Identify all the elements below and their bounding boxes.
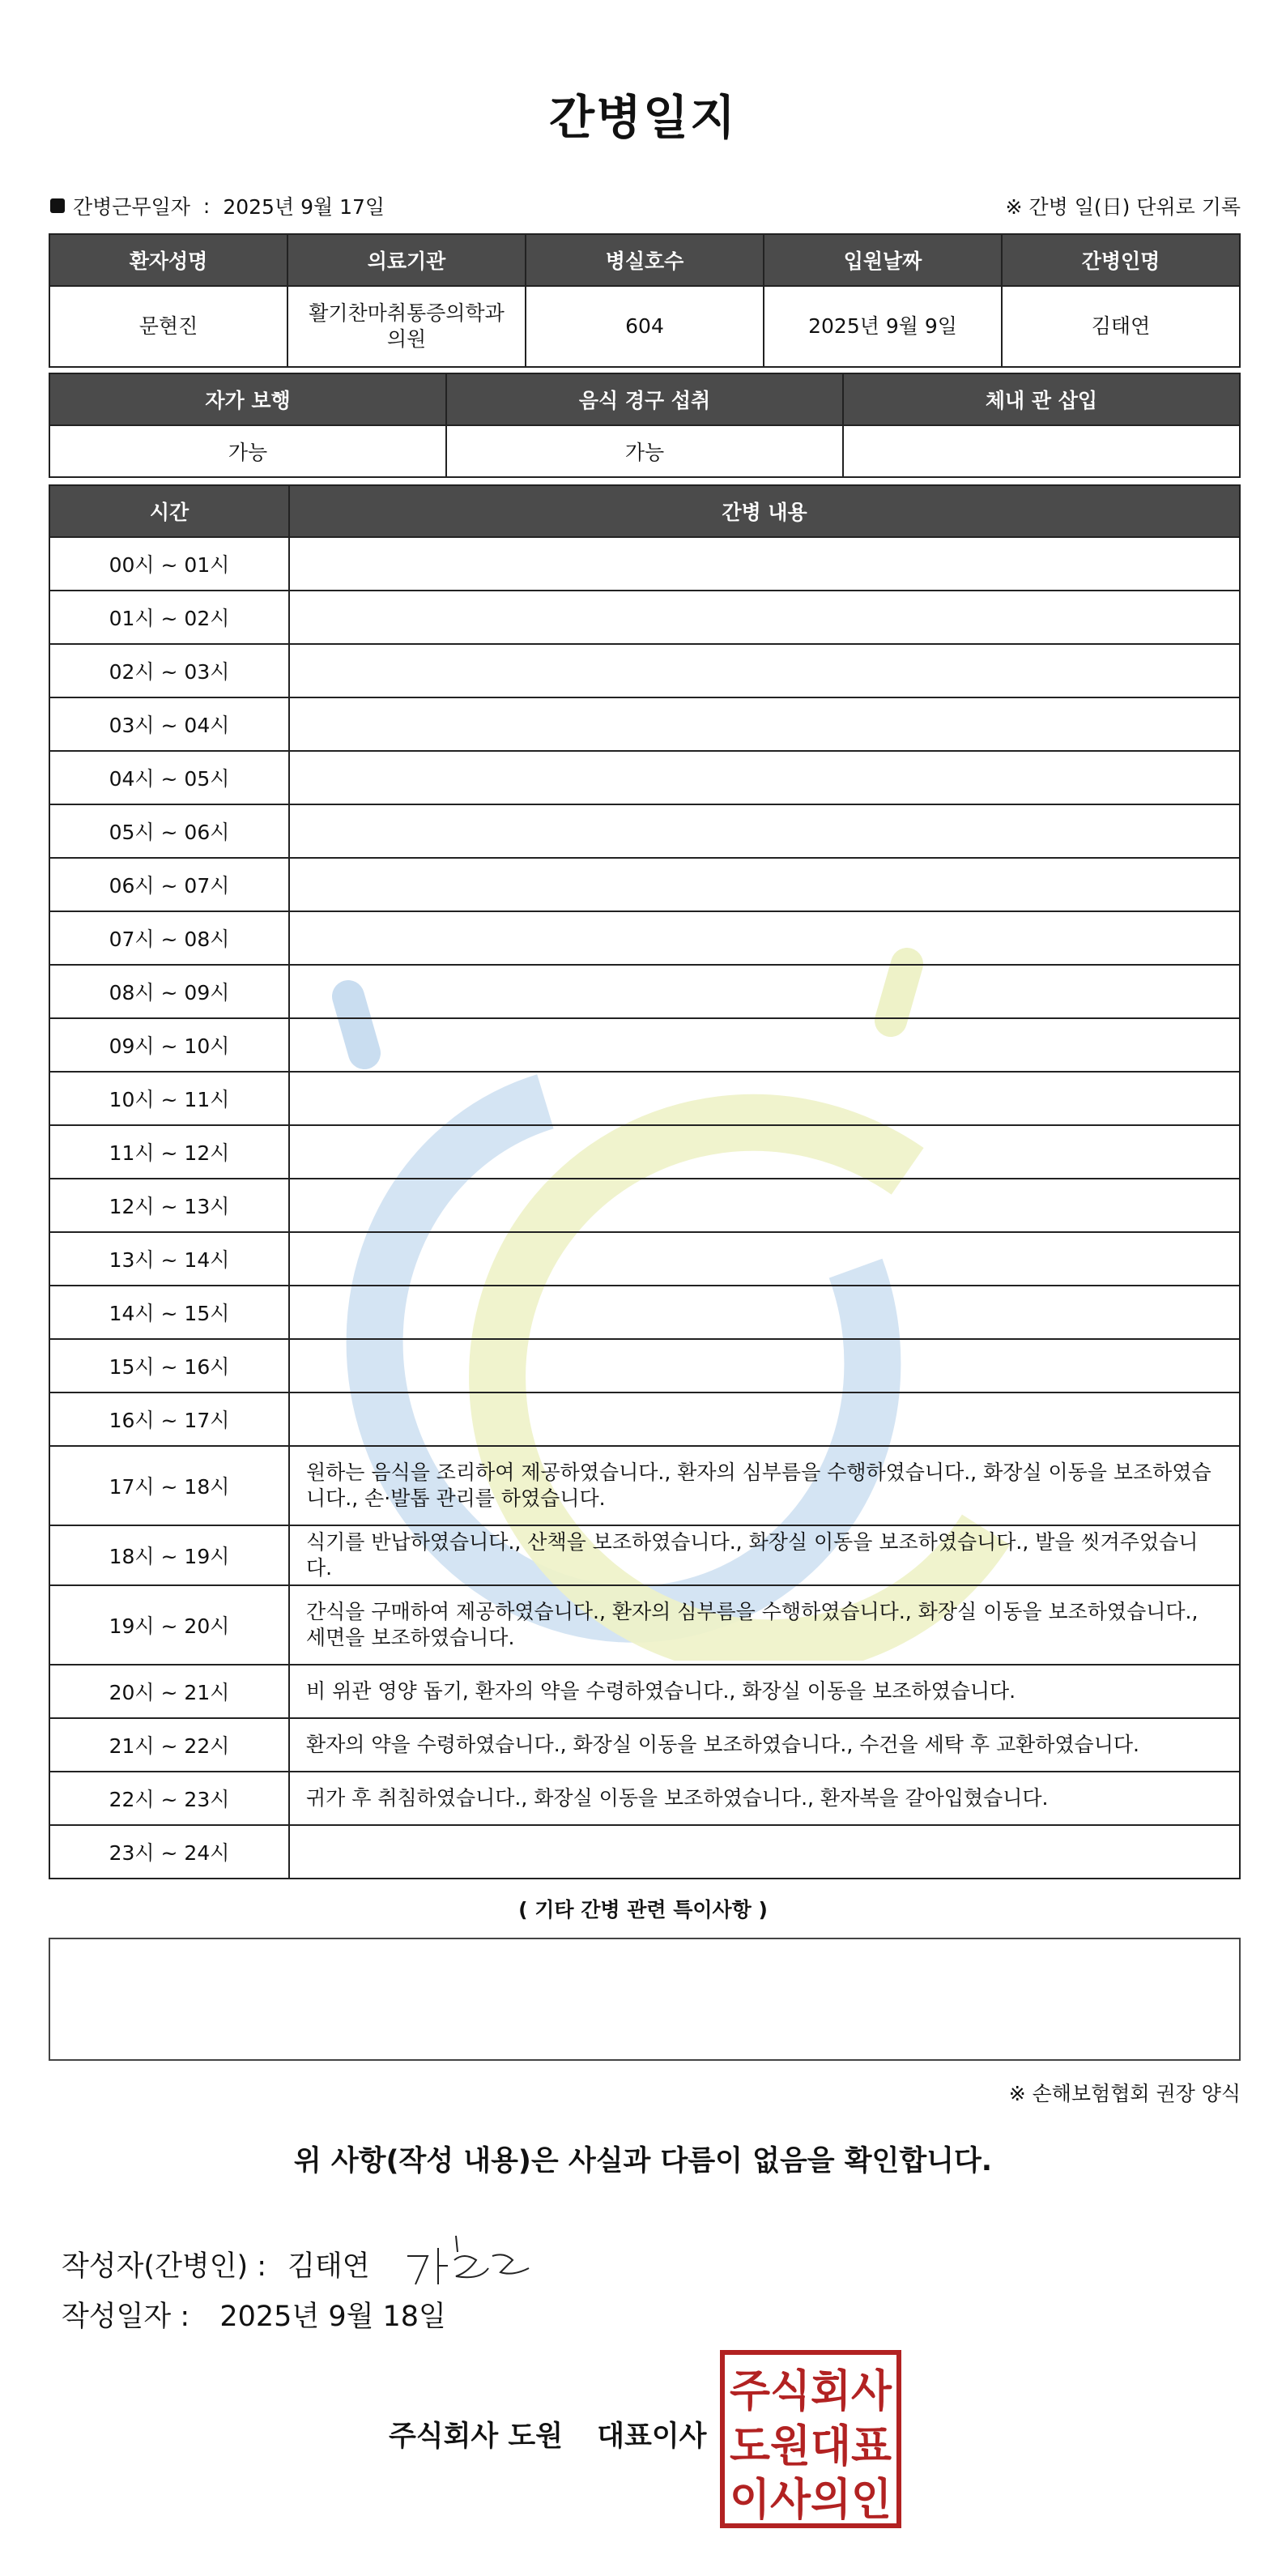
log-row xyxy=(49,858,1240,911)
self-walking-value: 가능 xyxy=(49,425,446,477)
log-time: 08시 ~ 09시 xyxy=(49,965,289,1018)
seal-text-line: 주식회사 xyxy=(730,2365,892,2416)
log-content: 원하는 음식을 조리하여 제공하였습니다., 환자의 심부름을 수행하였습니다., 화장실 이동을 보조하였습니다., 손·발톱 관리를 하였습니다. xyxy=(289,1446,1240,1525)
log-row xyxy=(49,1392,1240,1446)
log-time: 12시 ~ 13시 xyxy=(49,1179,289,1232)
log-time: 10시 ~ 11시 xyxy=(49,1072,289,1125)
log-row xyxy=(49,1179,1240,1232)
written-date-label: 작성일자 : xyxy=(62,2301,190,2333)
log-row xyxy=(49,911,1240,965)
log-row xyxy=(49,1825,1240,1879)
log-content xyxy=(289,591,1240,644)
header-room-number: 병실호수 xyxy=(526,234,764,286)
log-time: 03시 ~ 04시 xyxy=(49,697,289,751)
log-time: 11시 ~ 12시 xyxy=(49,1125,289,1179)
representative-title: 대표이사 xyxy=(597,2420,707,2453)
log-time: 13시 ~ 14시 xyxy=(49,1232,289,1286)
patient-status-table xyxy=(49,373,1241,478)
log-content xyxy=(289,804,1240,858)
log-content xyxy=(289,965,1240,1018)
log-row xyxy=(49,1718,1240,1772)
log-row xyxy=(49,1339,1240,1392)
log-content xyxy=(289,644,1240,697)
log-time: 16시 ~ 17시 xyxy=(49,1392,289,1446)
log-time: 19시 ~ 20시 xyxy=(49,1585,289,1665)
special-notes-title: ( 기타 간병 관련 특이사항 ) xyxy=(518,1898,768,1921)
log-content: 비 위관 영양 돕기, 환자의 약을 수령하였습니다., 화장실 이동을 보조하였습니다. xyxy=(289,1665,1240,1718)
log-time: 14시 ~ 15시 xyxy=(49,1286,289,1339)
confirmation-statement: 위 사항(작성 내용)은 사실과 다름이 없음을 확인합니다. xyxy=(293,2145,993,2177)
seal-text-line: 도원대표 xyxy=(730,2420,892,2472)
log-row xyxy=(49,1125,1240,1179)
log-content: 간식을 구매하여 제공하였습니다., 환자의 심부름을 수행하였습니다., 화장실 이동을 보조하였습니다., 세면을 보조하였습니다. xyxy=(289,1585,1240,1665)
signature xyxy=(399,2232,545,2297)
writer-row xyxy=(62,2232,545,2297)
form-source-note: ※ 손해보험협회 권장 양식 xyxy=(1008,2082,1241,2105)
log-content xyxy=(289,1232,1240,1286)
company-signature-line xyxy=(389,2414,706,2454)
header-caregiver-name: 간병인명 xyxy=(1002,234,1240,286)
header-oral-intake: 음식 경구 섭취 xyxy=(446,373,843,425)
log-time: 15시 ~ 16시 xyxy=(49,1339,289,1392)
writer-label: 작성자(간병인) : xyxy=(62,2250,267,2283)
log-row xyxy=(49,751,1240,804)
log-content: 식기를 반납하였습니다., 산책을 보조하였습니다., 화장실 이동을 보조하였습니다., 발을 씻겨주었습니다. xyxy=(289,1525,1240,1585)
log-content xyxy=(289,1125,1240,1179)
admission-date: 2025년 9월 9일 xyxy=(764,286,1002,367)
log-row xyxy=(49,965,1240,1018)
log-time: 18시 ~ 19시 xyxy=(49,1525,289,1585)
work-date xyxy=(50,191,385,220)
log-row xyxy=(49,1446,1240,1525)
medical-institution: 활기찬마취통증의학과의원 xyxy=(287,286,526,367)
log-content xyxy=(289,1339,1240,1392)
header-medical-institution: 의료기관 xyxy=(287,234,526,286)
log-content xyxy=(289,1286,1240,1339)
log-row xyxy=(49,697,1240,751)
caregiver-name: 김태연 xyxy=(1002,286,1240,367)
log-content: 귀가 후 취침하였습니다., 화장실 이동을 보조하였습니다., 환자복을 갈아입혔습니다. xyxy=(289,1772,1240,1825)
log-content: 환자의 약을 수령하였습니다., 화장실 이동을 보조하였습니다., 수건을 세탁 후 교환하였습니다. xyxy=(289,1718,1240,1772)
log-time: 22시 ~ 23시 xyxy=(49,1772,289,1825)
log-row xyxy=(49,1232,1240,1286)
log-content xyxy=(289,1392,1240,1446)
meta-row xyxy=(50,191,1241,224)
care-log-table xyxy=(49,484,1241,1879)
header-patient-name: 환자성명 xyxy=(49,234,287,286)
log-content xyxy=(289,911,1240,965)
seal-text-line: 이사의인 xyxy=(730,2474,892,2525)
log-time: 04시 ~ 05시 xyxy=(49,751,289,804)
log-content xyxy=(289,1825,1240,1879)
log-time: 07시 ~ 08시 xyxy=(49,911,289,965)
work-date-separator: : xyxy=(202,194,211,218)
company-seal xyxy=(719,2349,902,2529)
header-admission-date: 입원날짜 xyxy=(764,234,1002,286)
written-date-row xyxy=(62,2294,446,2335)
log-content xyxy=(289,537,1240,591)
special-notes-box xyxy=(49,1938,1241,2061)
log-row xyxy=(49,591,1240,644)
room-number: 604 xyxy=(526,286,764,367)
written-date: 2025년 9월 18일 xyxy=(219,2301,446,2333)
log-row xyxy=(49,804,1240,858)
header-time: 시간 xyxy=(49,485,289,537)
writer-name: 김태연 xyxy=(287,2250,370,2283)
log-row xyxy=(49,537,1240,591)
log-row xyxy=(49,1525,1240,1585)
log-content xyxy=(289,1018,1240,1072)
log-time: 06시 ~ 07시 xyxy=(49,858,289,911)
log-content xyxy=(289,1179,1240,1232)
patient-info-table xyxy=(49,233,1241,368)
log-row xyxy=(49,1772,1240,1825)
record-unit-note: ※ 간병 일(日) 단위로 기록 xyxy=(1005,195,1241,219)
work-date-label: 간병근무일자 xyxy=(73,195,190,219)
log-content xyxy=(289,1072,1240,1125)
log-time: 20시 ~ 21시 xyxy=(49,1665,289,1718)
log-row xyxy=(49,1585,1240,1665)
log-time: 00시 ~ 01시 xyxy=(49,537,289,591)
header-care-content: 간병 내용 xyxy=(289,485,1240,537)
header-self-walking: 자가 보행 xyxy=(49,373,446,425)
log-time: 17시 ~ 18시 xyxy=(49,1446,289,1525)
page-title: 간병일지 xyxy=(548,90,738,145)
log-time: 05시 ~ 06시 xyxy=(49,804,289,858)
log-time: 23시 ~ 24시 xyxy=(49,1825,289,1879)
tube-insertion-value xyxy=(843,425,1240,477)
log-time: 21시 ~ 22시 xyxy=(49,1718,289,1772)
log-content xyxy=(289,751,1240,804)
square-bullet-icon xyxy=(50,198,65,213)
log-row xyxy=(49,644,1240,697)
log-content xyxy=(289,858,1240,911)
log-time: 02시 ~ 03시 xyxy=(49,644,289,697)
oral-intake-value: 가능 xyxy=(446,425,843,477)
log-row xyxy=(49,1665,1240,1718)
header-tube-insertion: 체내 관 삽입 xyxy=(843,373,1240,425)
log-row xyxy=(49,1072,1240,1125)
log-time: 01시 ~ 02시 xyxy=(49,591,289,644)
work-date-value: 2025년 9월 17일 xyxy=(223,195,385,219)
patient-name: 문현진 xyxy=(49,286,287,367)
log-content xyxy=(289,697,1240,751)
log-time: 09시 ~ 10시 xyxy=(49,1018,289,1072)
company-name: 주식회사 도원 xyxy=(389,2420,564,2453)
log-row xyxy=(49,1286,1240,1339)
log-row xyxy=(49,1018,1240,1072)
